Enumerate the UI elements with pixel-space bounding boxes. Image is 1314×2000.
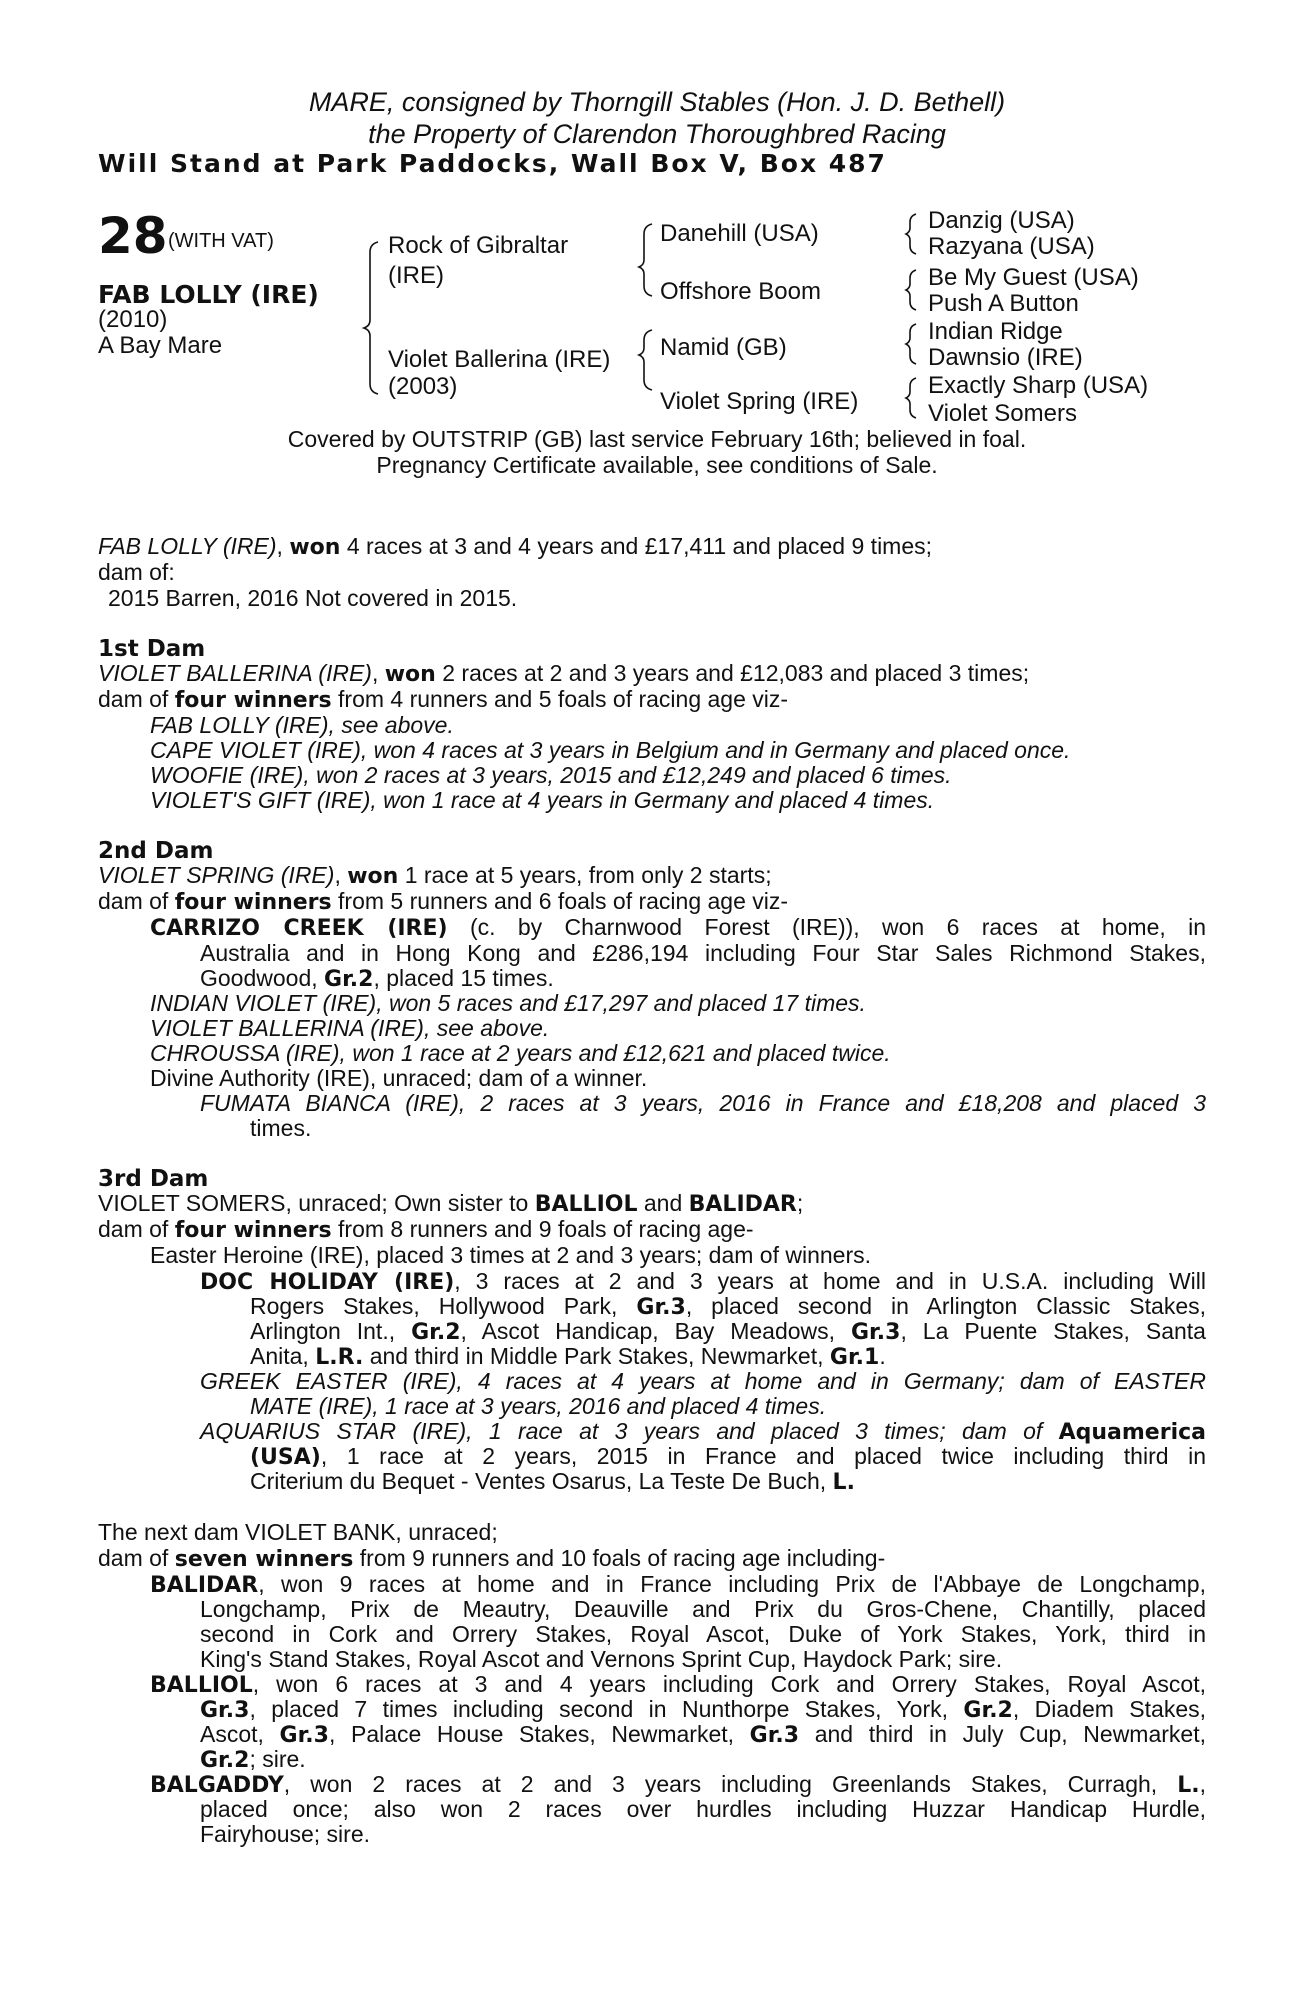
- dam1-line-4: CAPE VIOLET (IRE), won 4 races at 3 years in Belgium and in Germany and placed once.: [150, 737, 1071, 763]
- dam1-line-5: WOOFIE (IRE), won 2 races at 3 years, 2015 and £12,249 and placed 6 times.: [150, 762, 952, 788]
- nextdam-line-10: Gr.2; sire.: [200, 1746, 306, 1773]
- pedigree-g3: Be My Guest (USA): [928, 264, 1139, 291]
- pedigree-sire-sire: Danehill (USA): [660, 220, 819, 247]
- dam2-line-6: INDIAN VIOLET (IRE), won 5 races and £17,297 and placed 17 times.: [150, 990, 866, 1016]
- dam2-line-11: times.: [250, 1115, 312, 1141]
- dam2-line-2: dam of four winners from 5 runners and 6 foals of racing age viz-: [98, 888, 789, 915]
- lot-name: FAB LOLLY (IRE): [98, 280, 319, 309]
- nextdam-line-3: BALIDAR, won 9 races at home and in France including Prix de l'Abbaye de Longchamp,: [150, 1571, 1206, 1598]
- lot-vat: (WITH VAT): [168, 230, 274, 252]
- pedigree-g6: Dawnsio (IRE): [928, 344, 1083, 371]
- dam2-line-3: CARRIZO CREEK (IRE) (c. by Charnwood Forest (IRE)), won 6 races at home, in: [150, 914, 1207, 941]
- dam1-line-2: dam of four winners from 4 runners and 5 foals of racing age viz-: [98, 686, 789, 713]
- dam2-line-1: VIOLET SPRING (IRE), won 1 race at 5 years, from only 2 starts;: [98, 862, 772, 889]
- nextdam-line-2: dam of seven winners from 9 runners and 10 foals of racing age including-: [98, 1545, 886, 1572]
- dam3-line-8: GREEK EASTER (IRE), 4 races at 4 years at home and in Germany; dam of EASTER: [200, 1368, 1206, 1394]
- dam3-line-3: Easter Heroine (IRE), placed 3 times at 2 and 3 years; dam of winners.: [150, 1242, 871, 1268]
- pedigree-g7: Exactly Sharp (USA): [928, 372, 1149, 399]
- dam2-line-7: VIOLET BALLERINA (IRE), see above.: [150, 1015, 550, 1041]
- dam3-line-2: dam of four winners from 8 runners and 9 foals of racing age-: [98, 1216, 754, 1243]
- dam3-line-10: AQUARIUS STAR (IRE), 1 race at 3 years and placed 3 times; dam of Aquamerica: [200, 1418, 1206, 1445]
- dam1-line-3: FAB LOLLY (IRE), see above.: [150, 712, 454, 738]
- nextdam-line-1: The next dam VIOLET BANK, unraced;: [98, 1519, 498, 1545]
- nextdam-line-7: BALLIOL, won 6 races at 3 and 4 years including Cork and Orrery Stakes, Royal Ascot,: [150, 1671, 1206, 1698]
- nextdam-line-13: Fairyhouse; sire.: [200, 1821, 371, 1847]
- nextdam-line-9: Ascot, Gr.3, Palace House Stakes, Newmarket, Gr.3 and third in July Cup, Newmarket,: [200, 1721, 1206, 1748]
- pedigree-dam-dam: Violet Spring (IRE): [660, 388, 859, 415]
- dam3-heading: 3rd Dam: [98, 1166, 209, 1192]
- pedigree-g5: Indian Ridge: [928, 318, 1063, 345]
- dam3-line-1: VIOLET SOMERS, unraced; Own sister to BALLIOL and BALIDAR;: [98, 1190, 804, 1217]
- dam3-line-9: MATE (IRE), 1 race at 3 years, 2016 and placed 4 times.: [250, 1393, 827, 1419]
- intro-line-1: FAB LOLLY (IRE), won 4 races at 3 and 4 years and £17,411 and placed 9 times;: [98, 533, 933, 560]
- dam3-line-4: DOC HOLIDAY (IRE), 3 races at 2 and 3 years at home and in U.S.A. including Will: [200, 1268, 1207, 1295]
- intro-line-2: dam of:: [98, 559, 175, 585]
- dam1-line-6: VIOLET'S GIFT (IRE), won 1 race at 4 years in Germany and placed 4 times.: [150, 787, 935, 813]
- dam3-line-12: Criterium du Bequet - Ventes Osarus, La Teste De Buch, L.: [250, 1468, 855, 1495]
- consignor-line: MARE, consigned by Thorngill Stables (Hon. J. D. Bethell): [308, 87, 1006, 117]
- pedigree-g1: Danzig (USA): [928, 207, 1075, 234]
- dam3-line-5: Rogers Stakes, Hollywood Park, Gr.3, placed second in Arlington Classic Stakes,: [250, 1293, 1207, 1320]
- dam2-line-8: CHROUSSA (IRE), won 1 race at 2 years and £12,621 and placed twice.: [150, 1040, 891, 1066]
- pedigree-dam-year: (2003): [388, 373, 458, 400]
- nextdam-line-6: King's Stand Stakes, Royal Ascot and Vernons Sprint Cup, Haydock Park; sire.: [200, 1646, 1003, 1672]
- nextdam-line-11: BALGADDY, won 2 races at 2 and 3 years including Greenlands Stakes, Curragh, L.,: [150, 1771, 1206, 1798]
- nextdam-line-5: second in Cork and Orrery Stakes, Royal Ascot, Duke of York Stakes, York, third in: [200, 1621, 1206, 1647]
- dam2-line-9: Divine Authority (IRE), unraced; dam of a winner.: [150, 1065, 648, 1091]
- lot-description: A Bay Mare: [98, 332, 223, 359]
- stand-location: Will Stand at Park Paddocks, Wall Box V, Box 487: [98, 149, 887, 178]
- property-line: the Property of Clarendon Thoroughbred Racing: [368, 119, 946, 149]
- nextdam-line-4: Longchamp, Prix de Meautry, Deauville and Prix du Gros-Chene, Chantilly, placed: [200, 1596, 1206, 1622]
- pedigree-dam-sire: Namid (GB): [660, 334, 787, 361]
- dam1-heading: 1st Dam: [98, 636, 206, 662]
- nextdam-line-12: placed once; also won 2 races over hurdles including Huzzar Handicap Hurdle,: [200, 1796, 1206, 1822]
- dam2-heading: 2nd Dam: [98, 838, 214, 864]
- nextdam-line-8: Gr.3, placed 7 times including second in Nunthorpe Stakes, York, Gr.2, Diadem Stakes,: [200, 1696, 1206, 1723]
- pedigree-sire-country: (IRE): [388, 262, 444, 289]
- dam2-line-5: Goodwood, Gr.2, placed 15 times.: [200, 965, 554, 992]
- lot-number: 28: [98, 207, 168, 265]
- pedigree-g2: Razyana (USA): [928, 233, 1095, 260]
- dam3-line-6: Arlington Int., Gr.2, Ascot Handicap, Bay Meadows, Gr.3, La Puente Stakes, Santa: [250, 1318, 1206, 1345]
- dam1-line-1: VIOLET BALLERINA (IRE), won 2 races at 2 and 3 years and £12,083 and placed 3 times;: [98, 660, 1030, 687]
- intro-line-3: 2015 Barren, 2016 Not covered in 2015.: [108, 585, 518, 611]
- dam2-line-10: FUMATA BIANCA (IRE), 2 races at 3 years, 2016 in France and £18,208 and placed 3: [200, 1090, 1206, 1116]
- covered-line: Covered by OUTSTRIP (GB) last service February 16th; believed in foal.: [287, 426, 1027, 452]
- dam3-line-11: (USA), 1 race at 2 years, 2015 in France and placed twice including third in: [250, 1443, 1206, 1470]
- pregnancy-line: Pregnancy Certificate available, see conditions of Sale.: [376, 452, 938, 478]
- lot-year: (2010): [98, 306, 168, 333]
- dam3-line-7: Anita, L.R. and third in Middle Park Stakes, Newmarket, Gr.1.: [250, 1343, 886, 1370]
- dam2-line-4: Australia and in Hong Kong and £286,194 including Four Star Sales Richmond Stakes,: [200, 940, 1206, 966]
- pedigree-sire: Rock of Gibraltar: [388, 232, 569, 259]
- pedigree-sire-dam: Offshore Boom: [660, 278, 821, 305]
- pedigree-dam: Violet Ballerina (IRE): [388, 346, 611, 373]
- pedigree-g8: Violet Somers: [928, 400, 1077, 427]
- pedigree-g4: Push A Button: [928, 290, 1079, 317]
